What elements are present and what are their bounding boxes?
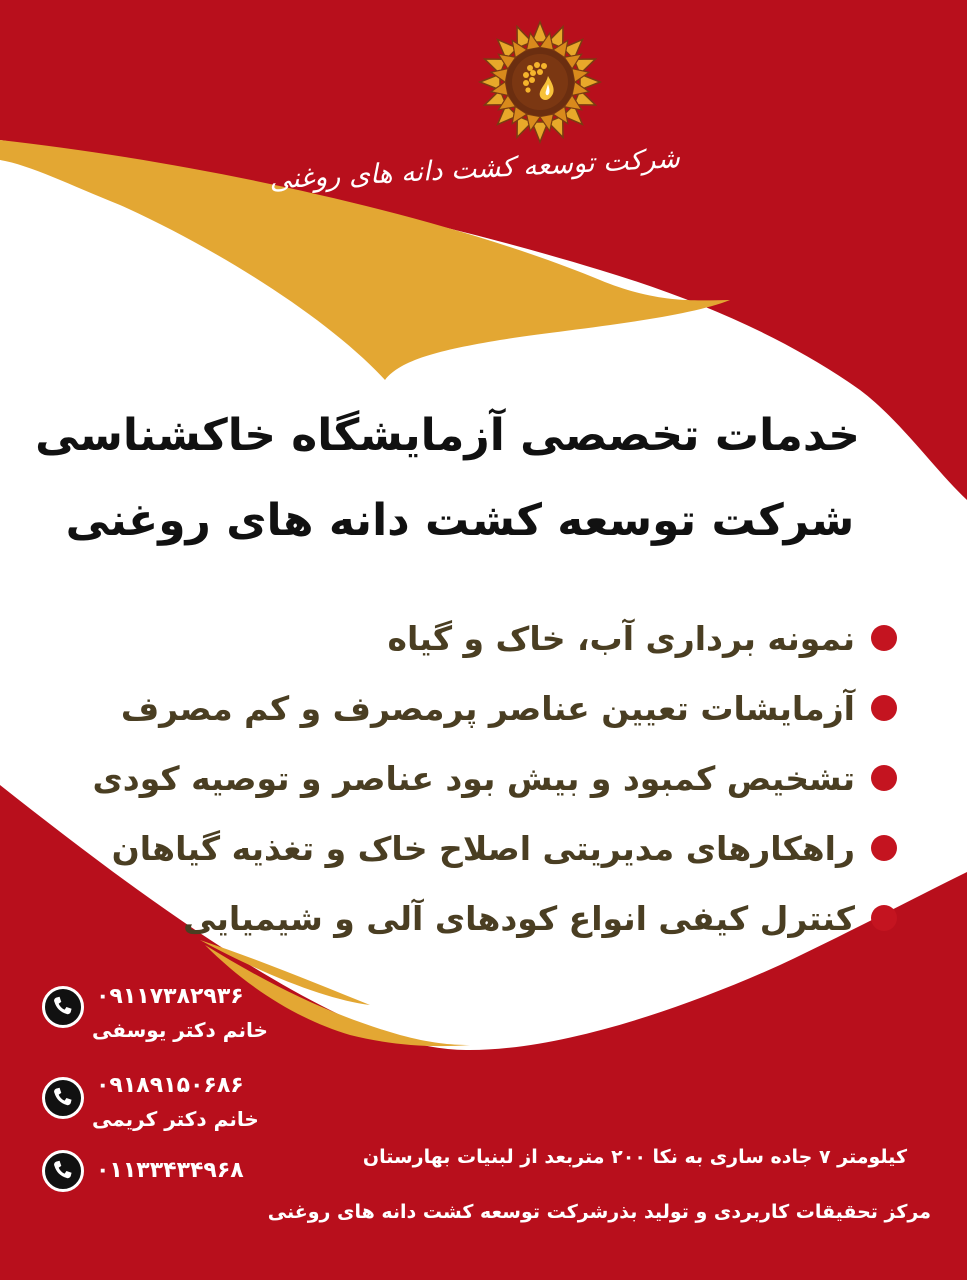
title-line-2: شرکت توسعه کشت دانه های روغنی [65, 495, 855, 546]
contact-phone-3[interactable]: ۰۱۱۳۳۴۳۴۹۶۸ [96, 1158, 244, 1183]
sunflower-oil-drop-icon [478, 20, 602, 144]
service-text: کنترل کیفی انواع کودهای آلی و شیمیایی [183, 898, 855, 938]
title-line-1: خدمات تخصصی آزمایشگاه خاکشناسی [35, 410, 860, 461]
service-text: آزمایشات تعیین عناصر پرمصرف و کم مصرف [120, 688, 855, 728]
phone-icon[interactable] [42, 986, 84, 1028]
list-item [92, 743, 897, 813]
service-text: نمونه برداری آب، خاک و گیاه [387, 618, 855, 658]
service-text: راهکارهای مدیریتی اصلاح خاک و تغذیه گیاهان [111, 828, 855, 868]
contact-phone-1[interactable]: ۰۹۱۱۷۳۸۲۹۳۶ [96, 984, 244, 1009]
address-line-1: کیلومتر ۷ جاده ساری به نکا ۲۰۰ متربعد از لبنیات بهارستان [362, 1146, 907, 1168]
contact-name-2: خانم دکتر کریمی [92, 1107, 259, 1131]
bullet-dot-icon [871, 835, 897, 861]
bullet-dot-icon [871, 695, 897, 721]
list-item [97, 673, 897, 743]
services-list [92, 603, 897, 953]
phone-icon[interactable] [42, 1077, 84, 1119]
bullet-dot-icon [871, 905, 897, 931]
list-item [97, 603, 897, 673]
phone-icon[interactable] [42, 1150, 84, 1192]
company-script-name: شرکت توسعه کشت دانه های روغنی [268, 143, 681, 196]
list-item [97, 813, 897, 883]
contact-phone-2[interactable]: ۰۹۱۸۹۱۵۰۶۸۶ [96, 1073, 244, 1098]
list-item [97, 883, 897, 953]
address-line-2: مرکز تحقیقات کاربردی و تولید بذرشرکت توسعه کشت دانه های روغنی [267, 1201, 931, 1223]
bullet-dot-icon [871, 765, 897, 791]
contact-name-1: خانم دکتر یوسفی [92, 1018, 268, 1042]
bullet-dot-icon [871, 625, 897, 651]
service-text: تشخیص کمبود و بیش بود عناصر و توصیه کودی [92, 758, 855, 798]
